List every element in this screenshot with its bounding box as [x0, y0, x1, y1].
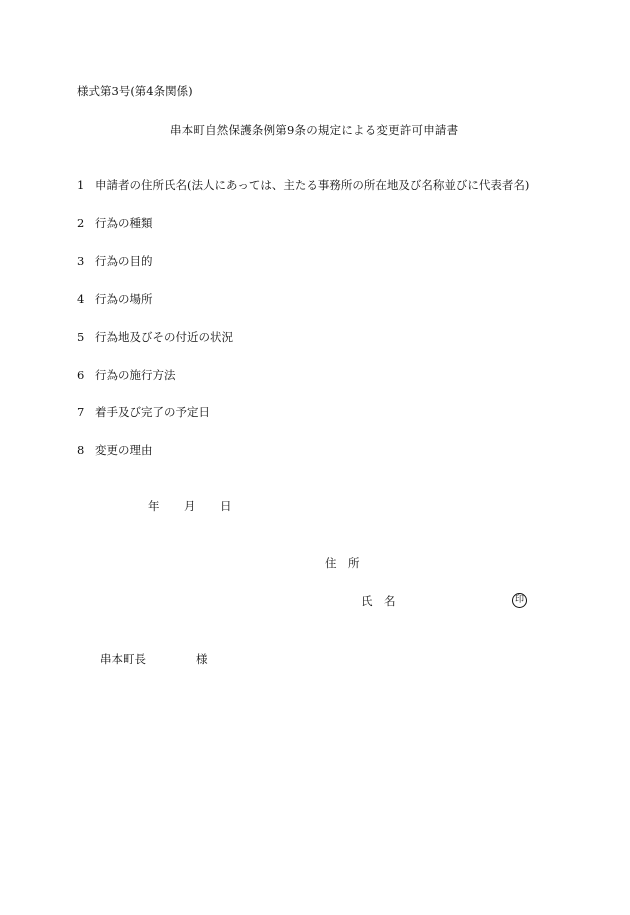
document-title: 串本町自然保護条例第9条の規定による変更許可申請書	[170, 123, 459, 137]
list-item	[77, 294, 153, 306]
item-label: 行為の種類	[95, 216, 153, 230]
item-label: 行為の目的	[95, 254, 153, 268]
item-number: 7	[77, 405, 85, 419]
addressee-name: 串本町長	[100, 652, 146, 666]
seal-mark: 印	[512, 593, 527, 608]
item-number: 5	[77, 330, 85, 344]
list-item	[77, 180, 529, 192]
list-item	[77, 407, 210, 419]
item-label: 行為の場所	[95, 292, 153, 306]
date-year-label: 年	[148, 499, 160, 513]
item-label: 行為地及びその付近の状況	[95, 330, 233, 344]
list-item	[77, 256, 153, 268]
item-number: 3	[77, 254, 85, 268]
list-item	[77, 218, 153, 230]
date-month-label: 月	[184, 499, 196, 513]
name-label: 氏 名	[361, 594, 396, 608]
list-item	[77, 370, 176, 382]
date-day-label: 日	[220, 499, 232, 513]
addressee-honorific: 様	[196, 652, 208, 666]
item-label: 行為の施行方法	[95, 368, 176, 382]
item-number: 4	[77, 292, 85, 306]
list-item	[77, 332, 233, 344]
form-number: 様式第3号(第4条関係)	[77, 84, 193, 98]
item-label: 着手及び完了の予定日	[95, 405, 210, 419]
item-label: 変更の理由	[95, 443, 153, 457]
list-item	[77, 445, 153, 457]
item-number: 1	[77, 178, 85, 192]
item-number: 2	[77, 216, 85, 230]
address-label: 住 所	[325, 556, 360, 570]
item-number: 6	[77, 368, 85, 382]
item-number: 8	[77, 443, 85, 457]
item-label: 申請者の住所氏名(法人にあっては、主たる事務所の所在地及び名称並びに代表者名)	[95, 178, 530, 192]
